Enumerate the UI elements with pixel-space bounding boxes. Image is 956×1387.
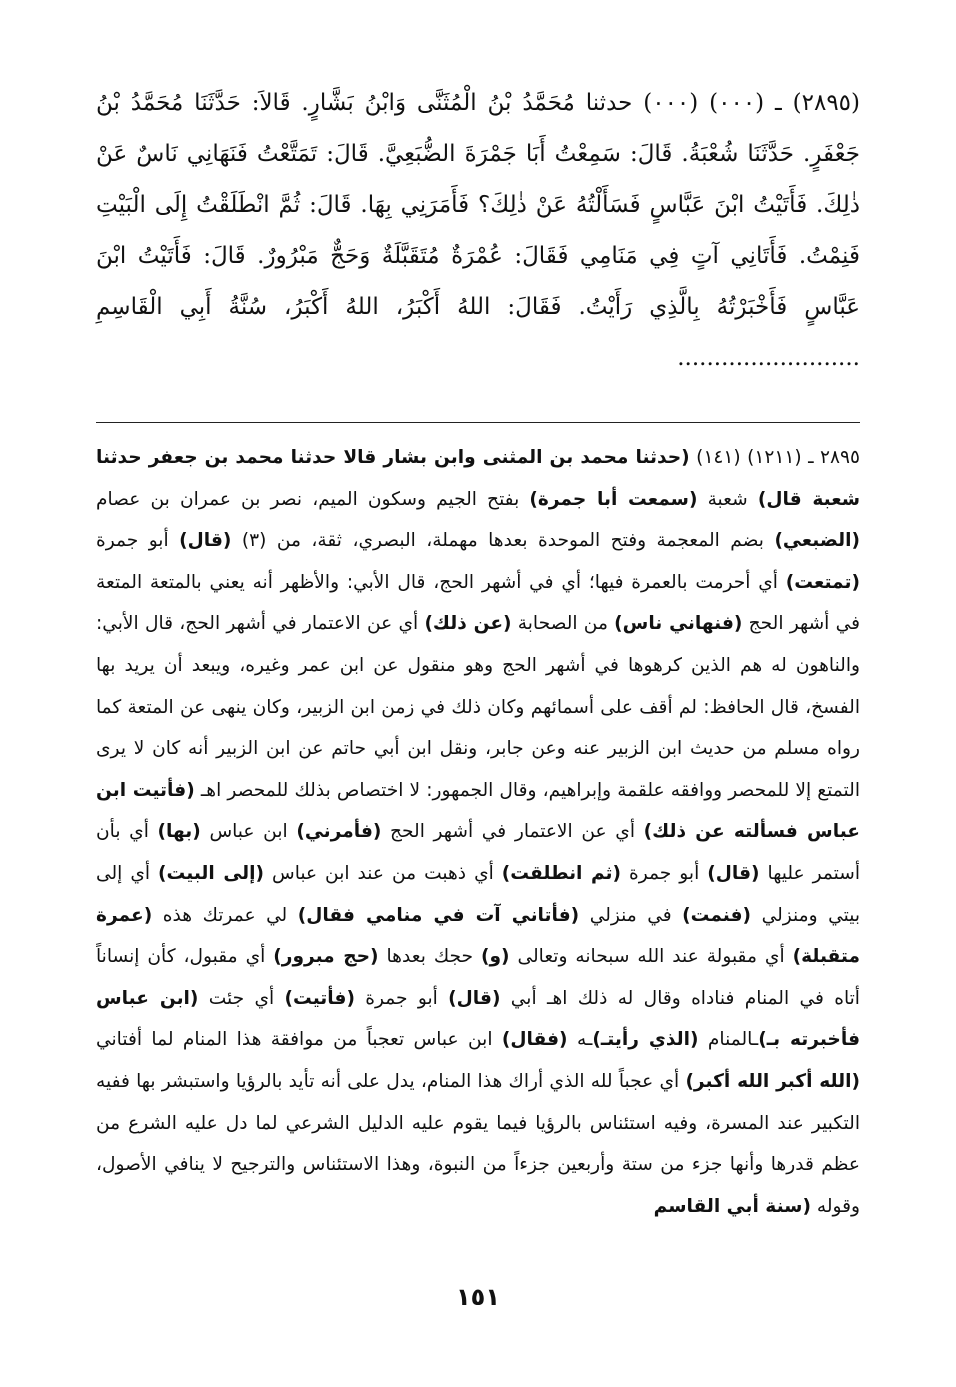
commentary-run: أي إلى بيتي ومنزلي — [96, 862, 860, 926]
page-body — [96, 78, 860, 1227]
commentary-run: ٢٨٩٥ ـ (١٢١١) (١٤١) — [689, 447, 860, 468]
commentary-quoted-phrase: (بها) — [157, 821, 201, 843]
commentary-run: لي عمرتك هذه — [152, 904, 298, 926]
commentary-quoted-phrase: (فقال) — [501, 1029, 568, 1051]
commentary-run: بضم المعجمة وفتح الموحدة بعدها مهملة، البصري، ثقة، من (٣) — [231, 530, 775, 552]
commentary-quoted-phrase: (حج مبرور) — [273, 946, 379, 968]
commentary-quoted-phrase: (الله أكبر الله أكبر) — [685, 1070, 860, 1092]
commentary-run: في منزلي — [579, 904, 683, 926]
commentary-run: أبو جمرة — [621, 862, 708, 884]
commentary-run: بفتح الجيم وسكون الميم، نصر بن عمران بن عصام — [96, 488, 530, 510]
commentary-quoted-phrase: (فأتيت ابن عباس فسألته عن ذلك) — [96, 779, 860, 843]
commentary-quoted-phrase: (سنة أبي القاسم — [653, 1195, 811, 1217]
footnote-separator — [96, 422, 860, 423]
commentary-run: أي بأن أستمر عليها — [96, 821, 860, 884]
hadith-main: (٢٨٩٥) ـ (٠٠٠) (٠٠٠) حدثنا مُحَمَّدُ بْنُ الْمُثَنَّى وَابْنُ بَشَّارٍ. قَالاَ: حَدَّثَنَا مُحَمَّدُ بْنُ جَعْفَرٍ. حَدَّثَنَا شُعْبَةُ. قَالَ: سَمِعْتُ أَبَا جَمْرَةَ الضُّبَعِيَّ. قَالَ: تَمَتَّعْتُ فَنَهَانِي نَاسٌ عَنْ ذٰلِكَ. فَأَتَيْتُ ابْنَ عَبَّاسٍ فَسَأَلْتُهُ عَنْ ذٰلِكَ؟ فَأَمَرَنِي بِهَا. قَالَ: ثُمَّ انْطَلَقْتُ إِلَى الْبَيْتِ فَنِمْتُ. فَأَتَانِي آتٍ فِي مَنَامِي فَقَالَ: عُمْرَةٌ مُتَقَبَّلَةٌ وَحَجٌّ مَبْرُورٌ. قَالَ: فَأَتَيْتُ ابْنَ عَبَّاسٍ فَأَخْبَرْتُهُ بِالَّذِي رَأَيْتُ. فَقَالَ: اللهُ أَكْبَرُ، اللهُ أَكْبَرُ، سُنَّةُ أَبِي الْقَاسِمِ — [96, 90, 861, 320]
commentary-quoted-phrase: (الضبعي) — [774, 530, 861, 552]
commentary-run: شعبة — [697, 488, 758, 510]
commentary-text — [96, 437, 860, 1227]
commentary-quoted-phrase: (ابن عباس فأخبرته بـ) — [96, 987, 860, 1051]
hadith-text — [96, 78, 860, 384]
commentary-quoted-phrase: (فأتاني آت في منامي فقال) — [297, 904, 580, 926]
commentary-quoted-phrase: (الذي رأيتـ) — [592, 1029, 699, 1051]
commentary-run: من الصحابة — [511, 613, 615, 635]
commentary-run: حجك بعدها — [378, 946, 481, 968]
commentary-run: أي مقبول، كأن إنساناً أتاه في المنام فناداه وقال له ذلك اهـ أبي — [96, 946, 860, 1009]
commentary-run: ـه — [567, 1029, 593, 1051]
commentary-run: أي جئت — [198, 987, 285, 1009]
commentary-quoted-phrase: (قال) — [448, 987, 501, 1009]
commentary-quoted-phrase: (تمتعت) — [785, 571, 860, 593]
commentary-quoted-phrase: (عمرة متقبلة) — [96, 904, 861, 968]
commentary-run: أي أحرمت بالعمرة فيها؛ أي في أشهر الحج، قال الأبي: والأظهر أنه يعني بالمتعة المتعة في أشهر الحج — [96, 571, 860, 635]
commentary-quoted-phrase: (قال) — [179, 530, 232, 552]
commentary-quoted-phrase: (فأتيت) — [284, 987, 355, 1009]
commentary-run: ـالمنام — [698, 1029, 759, 1051]
commentary-run: أي مقبولة عند الله سبحانه وتعالى — [509, 946, 793, 968]
commentary-quoted-phrase: (إلى البيت) — [158, 862, 264, 884]
commentary-run: أي ذهبت من عند ابن عباس — [264, 862, 502, 884]
commentary-quoted-phrase: (قال) — [707, 862, 760, 884]
commentary-quoted-phrase: (ثم انطلقت) — [501, 862, 622, 884]
commentary-run: أي عجباً لله الذي أراك هذا المنام، يدل على أنه تأيد بالرؤيا واستبشر بها ففيه التكبير عند المسرة، وفيه استئناس بالرؤيا فيما يقوم عليه الدليل الشرعي لما دل عليه الشرع من عظم قدرها وأنها جزء من ستة وأربعين جزءاً من النبوة، وهذا الاستئناس والترجيح لا ينافي الأصول، وقوله — [96, 1070, 860, 1217]
commentary-quoted-phrase: (فنهاني ناس) — [614, 613, 743, 635]
commentary-run: أبو جمرة — [354, 987, 449, 1009]
commentary-quoted-phrase: (سمعت أبا جمرة) — [529, 488, 698, 510]
commentary-run: أي عن الاعتمار في أشهر الحج، قال الأبي: والناهون له هم الذين كرهوها في أشهر الحج وهو منقول عن ابن عمر وغيره، ويبعد أن يريد بها الفسخ، قال الحافظ: لم أقف على أسمائهم وكان ذلك في زمن ابن الزبير، وكان ينهى عن المتعة كما رواه مسلم من حديث ابن الزبير عنه وعن جابر، ونقل ابن أبي حاتم عن ابن الزبير أنه كان لا يرى التمتع إلا للمحصر ووافقه علقمة وإبراهيم، وقال الجمهور: لا اختصاص بذلك للمحصر اهـ — [96, 613, 860, 801]
commentary-quoted-phrase: (فنمت) — [682, 904, 752, 926]
commentary-run: ابن عباس تعجباً من موافقة هذا المنام لما أفتاني — [96, 1029, 502, 1051]
page-number: ١٥١ — [456, 1283, 500, 1311]
commentary-quoted-phrase: (فأمرني) — [296, 821, 382, 843]
commentary-run: ابن عباس — [200, 821, 297, 843]
commentary-quoted-phrase: (و) — [480, 946, 510, 968]
hadith-dotted-continuation: ......................... — [677, 345, 860, 371]
commentary-run: أبو جمرة — [96, 530, 180, 552]
commentary-quoted-phrase: (حدثنا محمد بن المثنى وابن بشار قالا حدثنا محمد بن جعفر حدثنا شعبة قال) — [96, 447, 860, 510]
commentary-run: أي عن الاعتمار في أشهر الحج — [381, 821, 644, 843]
commentary-quoted-phrase: (عن ذلك) — [424, 613, 512, 635]
